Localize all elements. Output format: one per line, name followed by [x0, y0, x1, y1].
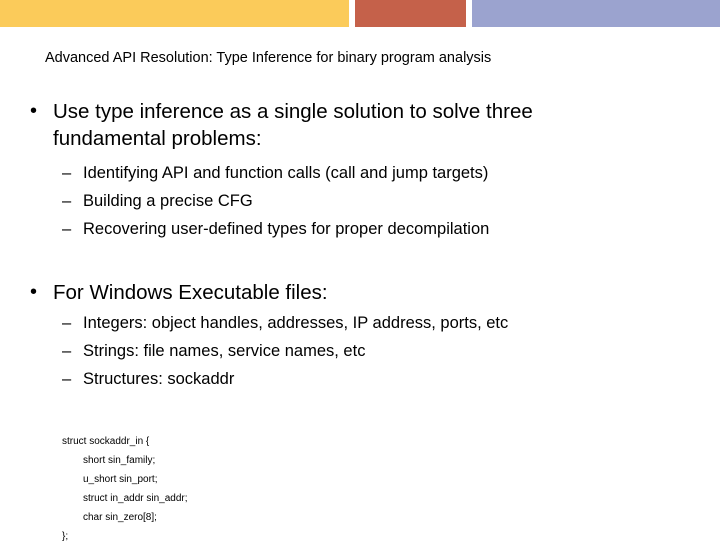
code-line: struct in_addr sin_addr;: [83, 493, 188, 504]
dash-icon: –: [62, 342, 72, 360]
bullet-type-inference: [30, 98, 630, 152]
bullet-windows-executables: [30, 279, 630, 306]
subitem-text: Structures: sockaddr: [83, 370, 235, 388]
slide-title: Advanced API Resolution: Type Inference for binary program analysis: [45, 50, 492, 66]
subitem-text: Integers: object handles, addresses, IP address, ports, etc: [83, 314, 509, 332]
subitem: [62, 215, 662, 244]
code-line: u_short sin_port;: [83, 474, 158, 485]
subitem-text: Strings: file names, service names, etc: [83, 342, 366, 360]
dash-icon: –: [62, 164, 72, 182]
bullet-icon: •: [30, 100, 38, 122]
subitem: [62, 187, 662, 216]
subitem-text: Identifying API and function calls (call and jump targets): [83, 164, 489, 182]
code-line: short sin_family;: [83, 455, 156, 466]
dash-icon: –: [62, 314, 72, 332]
subitem: [62, 337, 662, 366]
bullet-text-line1: Use type inference as a single solution to solve three: [53, 100, 533, 123]
code-line: struct sockaddr_in {: [62, 436, 150, 447]
header-bar-blue: [472, 0, 720, 27]
subitem-text: Building a precise CFG: [83, 192, 253, 210]
subitem-text: Recovering user-defined types for proper decompilation: [83, 220, 490, 238]
bullet-text-line2: fundamental problems:: [53, 127, 262, 150]
dash-icon: –: [62, 370, 72, 388]
bullet-icon: •: [30, 281, 38, 303]
code-snippet: [62, 432, 188, 546]
subitem: [62, 159, 662, 188]
dash-icon: –: [62, 192, 72, 210]
header-bar-red: [355, 0, 466, 27]
code-line: char sin_zero[8];: [83, 512, 157, 523]
code-line: };: [62, 531, 69, 542]
header-bar-yellow: [0, 0, 349, 27]
dash-icon: –: [62, 220, 72, 238]
subitem: [62, 309, 662, 338]
bullet-text-line1: For Windows Executable files:: [53, 281, 328, 304]
subitem: [62, 365, 662, 394]
